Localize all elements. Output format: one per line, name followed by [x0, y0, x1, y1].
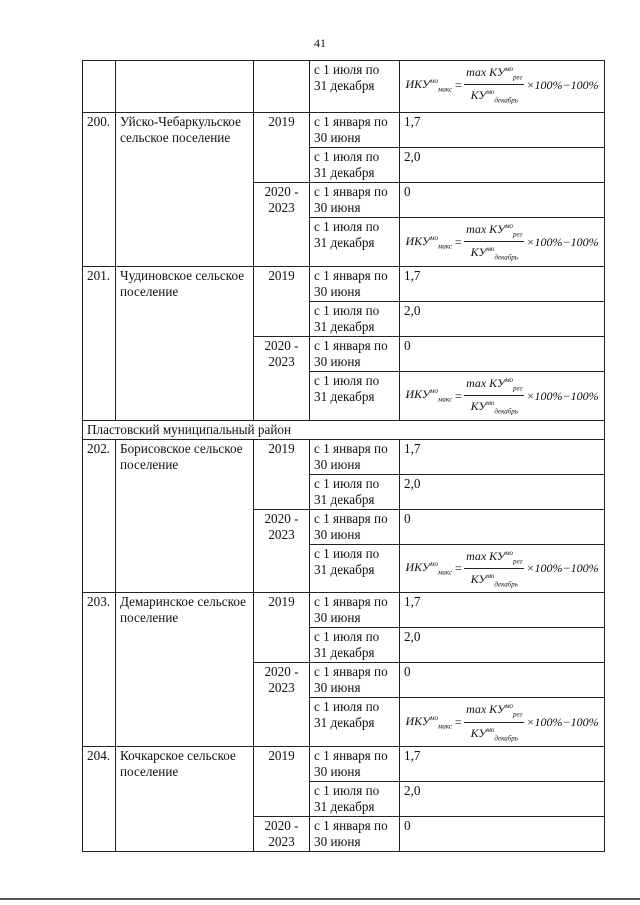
formula-equals: = [454, 561, 463, 576]
year: 2020 - 2023 [254, 509, 310, 593]
formula-cell [400, 61, 605, 113]
year-cell [254, 61, 310, 113]
formula-fraction [464, 373, 524, 419]
period: с 1 января по 30 июня [310, 593, 400, 628]
row-number: 200. [83, 113, 116, 267]
period: с 1 января по 30 июня [310, 336, 400, 371]
table-row [83, 266, 605, 301]
value: 1,7 [400, 266, 605, 301]
formula-denominator: $КУ^{мо}_{декабрь}$ [470, 571, 518, 589]
tariff-table [82, 60, 605, 852]
row-number: 203. [83, 593, 116, 747]
value: 1,7 [400, 747, 605, 782]
table-row [83, 747, 605, 782]
year: 2019 [254, 113, 310, 183]
section-heading: Пластовский муниципальный район [83, 420, 605, 439]
table-row [83, 593, 605, 628]
period: с 1 января по 30 июня [310, 439, 400, 474]
formula [404, 373, 600, 419]
formula-denominator: $КУ^{мо}_{декабрь}$ [470, 88, 518, 105]
formula-fraction [464, 219, 524, 265]
period: с 1 июля по 31 декабря [310, 782, 400, 817]
formula-lhs: $ИКУ^{мо}_{макс}$ [405, 233, 453, 251]
period: с 1 января по 30 июня [310, 509, 400, 544]
formula-rhs: ×100%−100% [526, 234, 599, 249]
value: 2,0 [400, 148, 605, 183]
table-row [83, 439, 605, 474]
formula [404, 546, 600, 592]
settlement-name: Борисовское сельское поселение [116, 439, 254, 593]
formula [404, 219, 600, 265]
period: с 1 июля по 31 декабря [310, 544, 400, 593]
year: 2019 [254, 593, 310, 663]
value: 2,0 [400, 301, 605, 336]
formula-numerator: $\max КУ^{мо}_{рег}$ [464, 699, 524, 722]
formula-fraction [464, 699, 524, 745]
page-bottom-rule [0, 898, 640, 900]
year: 2020 - 2023 [254, 663, 310, 747]
year: 2020 - 2023 [254, 336, 310, 420]
value: 1,7 [400, 113, 605, 148]
formula-numerator: $\max КУ^{мо}_{рег}$ [464, 62, 524, 85]
value: 0 [400, 183, 605, 218]
formula-equals: = [454, 234, 463, 249]
value: 1,7 [400, 439, 605, 474]
formula-numerator: $\max КУ^{мо}_{рег}$ [464, 219, 524, 242]
formula-equals: = [454, 388, 463, 403]
year: 2019 [254, 266, 310, 336]
value: 2,0 [400, 782, 605, 817]
period: с 1 января по 30 июня [310, 183, 400, 218]
year: 2019 [254, 439, 310, 509]
formula-lhs: $ИКУ^{мо}_{макс}$ [405, 560, 453, 577]
formula [404, 62, 600, 108]
period: с 1 июля по 31 декабря [310, 218, 400, 267]
formula-cell [400, 544, 605, 593]
period-cell: с 1 июля по 31 декабря [310, 61, 400, 113]
row-number: 202. [83, 439, 116, 593]
formula-lhs: $ИКУ^{мо}_{макс}$ [405, 387, 453, 404]
formula-rhs: ×100%−100% [526, 77, 599, 92]
num-cell [83, 61, 116, 113]
period: с 1 января по 30 июня [310, 817, 400, 852]
formula-fraction [464, 546, 524, 592]
value: 0 [400, 817, 605, 852]
year: 2020 - 2023 [254, 183, 310, 267]
period: с 1 января по 30 июня [310, 113, 400, 148]
formula-rhs: ×100%−100% [526, 561, 599, 576]
formula-equals: = [454, 715, 463, 730]
period: с 1 июля по 31 декабря [310, 301, 400, 336]
formula-rhs: ×100%−100% [526, 388, 599, 403]
period: с 1 января по 30 июня [310, 747, 400, 782]
value: 2,0 [400, 628, 605, 663]
formula-cell [400, 371, 605, 420]
formula-lhs: $ИКУ^{мо}_{макс}$ [405, 76, 453, 94]
settlement-name: Кочкарское сельское поселение [116, 747, 254, 852]
name-cell [116, 61, 254, 113]
formula-fraction [464, 62, 524, 108]
formula-numerator: $\max КУ^{мо}_{рег}$ [464, 373, 524, 396]
period: с 1 июля по 31 декабря [310, 698, 400, 747]
settlement-name: Чудиновское сельское поселение [116, 266, 254, 420]
formula-denominator: $КУ^{мо}_{декабрь}$ [470, 725, 518, 743]
row-number: 204. [83, 747, 116, 852]
period: с 1 июля по 31 декабря [310, 371, 400, 420]
formula-denominator: $КУ^{мо}_{декабрь}$ [470, 245, 518, 262]
table-row [83, 113, 605, 148]
settlement-name: Демаринское сельское поселение [116, 593, 254, 747]
period: с 1 июля по 31 декабря [310, 628, 400, 663]
formula-cell [400, 698, 605, 747]
value: 0 [400, 509, 605, 544]
formula-numerator: $\max КУ^{мо}_{рег}$ [464, 546, 524, 569]
formula-lhs: $ИКУ^{мо}_{макс}$ [405, 714, 453, 731]
formula [404, 699, 600, 745]
year: 2020 - 2023 [254, 817, 310, 852]
period: с 1 июля по 31 декабря [310, 148, 400, 183]
formula-equals: = [454, 77, 463, 92]
year: 2019 [254, 747, 310, 817]
settlement-name: Уйско-Чебаркульское сельское поселение [116, 113, 254, 267]
formula-cell [400, 218, 605, 267]
table-row [83, 420, 605, 439]
table-row [83, 61, 605, 113]
page-number: 41 [314, 36, 326, 50]
period: с 1 января по 30 июня [310, 266, 400, 301]
value: 0 [400, 663, 605, 698]
value: 0 [400, 336, 605, 371]
formula-denominator: $КУ^{мо}_{декабрь}$ [470, 399, 518, 416]
period: с 1 июля по 31 декабря [310, 474, 400, 509]
period: с 1 января по 30 июня [310, 663, 400, 698]
row-number: 201. [83, 266, 116, 420]
formula-rhs: ×100%−100% [526, 715, 599, 730]
value: 2,0 [400, 474, 605, 509]
value: 1,7 [400, 593, 605, 628]
